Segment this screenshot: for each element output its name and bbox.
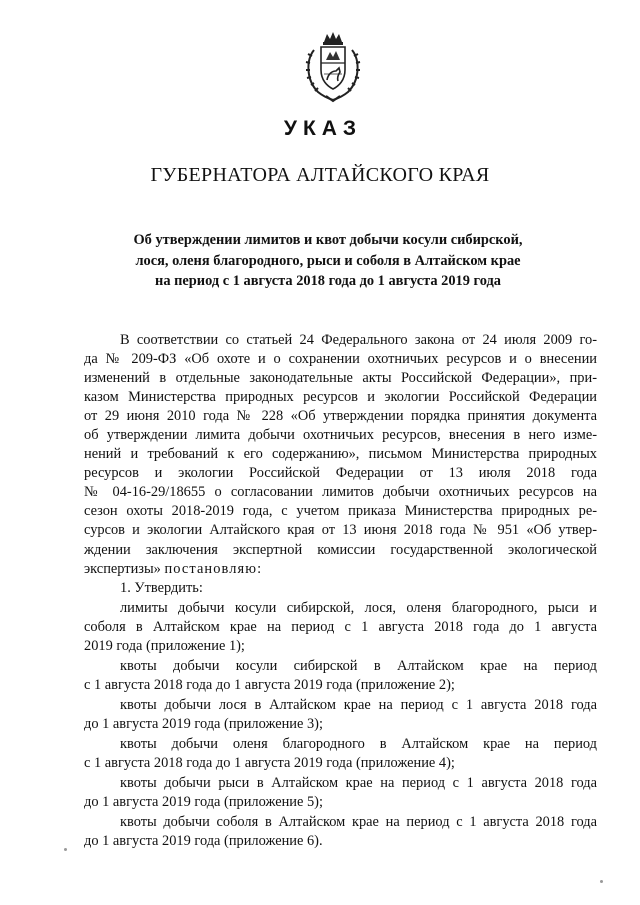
- preamble-line: изменений в отдельные законодательные акты Российской Федерации», при-: [84, 370, 597, 387]
- decree-item-line: квоты добычи рыси в Алтайском крае на период с 1 августа 2018 года: [120, 775, 597, 792]
- decree-title: Об утверждении лимитов и квот добычи косули сибирской, лося, оленя благородного, рыси и соболя в Алтайском крае на период с 1 августа 2018 года до 1 августа 2019 года: [133, 232, 523, 289]
- preamble-line: В соответствии со статьей 24 Федерального закона от 24 июля 2009 го-: [120, 332, 597, 348]
- decree-item-line: квоты добычи косули сибирской в Алтайском крае на период: [120, 657, 597, 674]
- decree-item: [84, 735, 597, 773]
- decree-item-line: 2019 года (приложение 1);: [84, 637, 245, 654]
- preamble-line: № 04-16-29/18655 о согласовании лимитов добычи охотничьих ресурсов на: [84, 484, 597, 501]
- preamble-line: ресурсов и экологии Российской Федерации от 13 июля 2018 года: [84, 465, 597, 482]
- decree-item-line: соболя в Алтайском крае на период с 1 августа 2018 года до 1 августа: [84, 618, 597, 635]
- scan-speck: [64, 848, 67, 851]
- decree-item: [84, 813, 597, 851]
- coat-of-arms-icon: [302, 30, 364, 104]
- decree-item: [84, 774, 597, 812]
- preamble-line: сурсов и экологии Алтайского края от 13 июня 2018 года № 951 «Об утвер-: [84, 522, 597, 539]
- decree-item-line: лимиты добычи косули сибирской, лося, оленя благородного, рыси и: [120, 599, 597, 616]
- decree-item-line: до 1 августа 2019 года (приложение 3);: [84, 715, 323, 732]
- preamble: [84, 331, 597, 579]
- preamble-line: экспертизы»: [84, 560, 165, 577]
- preamble-line: сезон охоты 2018-2019 года, с учетом приказа Министерства природных ре-: [84, 503, 597, 520]
- decree-item-line: квоты добычи лося в Алтайском крае на период с 1 августа 2018 года: [120, 696, 597, 713]
- decree-point-1: 1. Утвердить:: [120, 579, 203, 596]
- issuer-title: ГУБЕРНАТОРА АЛТАЙСКОГО КРАЯ: [150, 164, 490, 186]
- preamble-line: казом Министерства природных ресурсов и экологии Российской Федерации: [84, 389, 597, 406]
- preamble-line: ждении заключения экспертной комиссии государственной экологической: [84, 541, 597, 558]
- preamble-line: да № 209-ФЗ «Об охоте и о сохранении охотничьих ресурсов и о внесении: [84, 351, 597, 368]
- decree-item-line: с 1 августа 2018 года до 1 августа 2019 года (приложение 2);: [84, 676, 455, 693]
- preamble-line: от 29 июня 2010 года № 228 «Об утверждении порядка принятия документа: [84, 408, 597, 425]
- coat-of-arms-drawing: [302, 30, 364, 104]
- decree-body: [84, 331, 597, 851]
- decree-item-line: до 1 августа 2019 года (приложение 6).: [84, 833, 323, 850]
- preamble-line: нений и требований к его содержанию», письмом Министерства природных: [84, 446, 597, 463]
- decree-item: [84, 696, 597, 734]
- document-type: УКАЗ: [283, 117, 363, 140]
- decree-item-line: до 1 августа 2019 года (приложение 5);: [84, 794, 323, 811]
- scan-speck: [600, 880, 603, 883]
- decree-item: [84, 657, 597, 695]
- decree-item-line: с 1 августа 2018 года до 1 августа 2019 года (приложение 4);: [84, 755, 455, 772]
- decree-item-line: квоты добычи соболя в Алтайском крае на период с 1 августа 2018 года: [120, 814, 597, 831]
- decree-item: [84, 599, 597, 656]
- decree-item-line: квоты добычи оленя благородного в Алтайском крае на период: [120, 735, 597, 752]
- decree-word: постановляю:: [164, 560, 263, 577]
- preamble-closing-line: [84, 560, 597, 579]
- preamble-line: об утверждении лимита добычи охотничьих ресурсов, внесения в него изме-: [84, 427, 597, 444]
